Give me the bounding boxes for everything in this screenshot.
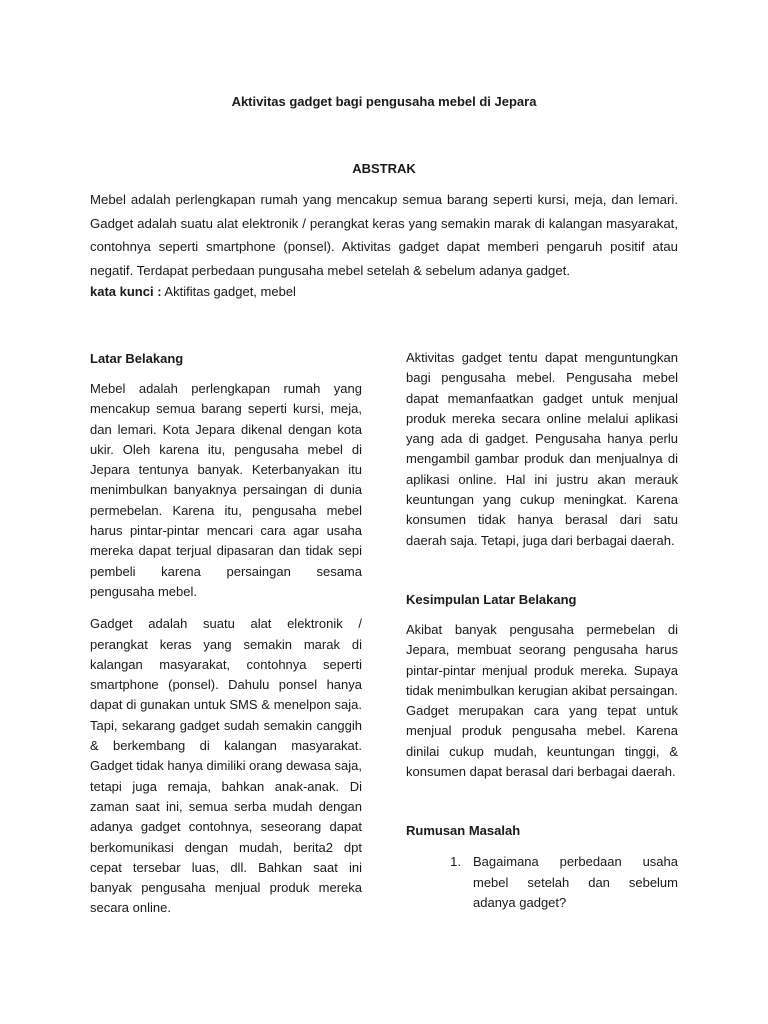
latar-belakang-paragraph-2: Gadget adalah suatu alat elektronik / perangkat keras yang semakin marak di kalangan masyarakat, contohnya seperti smartphone (ponsel). Dahulu ponsel hanya dapat di gunakan untuk SMS & menelpon saja. Tapi, sekarang gadget sudah semakin canggih & berkembang di kalangan masyarakat. Gadget tidak hanya dimiliki orang dewasa saja, tetapi juga remaja, bahkan anak-anak. Di zaman saat ini, semua serba mudah dengan adanya gadget contohnya, seseorang dapat berkomunikasi dengan mudah, berita2 dpt cepat tersebar luas, dll. Bahkan saat ini banyak pengusaha menjual produk mereka secara online.: [90, 616, 362, 916]
list-item: [406, 852, 678, 913]
gadget-benefit-paragraph: Aktivitas gadget tentu dapat menguntungkan bagi pengusaha mebel. Pengusaha mebel dapat memanfaatkan gadget untuk menjual produk mereka secara online melalui aplikasi yang ada di gadget. Pengusaha hanya perlu mengambil gambar produk dan menjualnya di aplikasi online. Hal ini justru akan merauk keuntungan yang cukup meningkat. Karena konsumen tidak hanya berasal dari satu daerah saja. Tetapi, juga dari berbagai daerah.: [406, 350, 678, 548]
section-heading-kesimpulan: Kesimpulan Latar Belakang: [406, 591, 577, 607]
keywords-line: [90, 284, 678, 299]
left-column: [90, 348, 362, 919]
keywords-label: kata kunci :: [90, 284, 162, 299]
rumusan-masalah-list: [406, 852, 678, 913]
section-heading-rumusan-masalah: Rumusan Masalah: [406, 823, 521, 839]
keywords-value: Aktifitas gadget, mebel: [161, 284, 296, 299]
section-heading-latar-belakang: Latar Belakang: [90, 351, 184, 366]
abstract-heading: ABSTRAK: [352, 161, 416, 176]
kesimpulan-paragraph: Akibat banyak pengusaha permebelan di Jepara, membuat seorang pengusaha harus pintar-pintar menjual produk mereka. Supaya tidak menimbulkan kerugian akibat persaingan. Gadget merupakan cara yang tepat untuk menjual produk pengusaha mebel. Karena dinilai cukup mudah, keuntungan tinggi, & konsumen dapat berasal dari berbagai daerah.: [406, 621, 678, 780]
right-column: [406, 348, 678, 913]
list-item-text: Bagaimana perbedaan usaha mebel setelah dan sebelum adanya gadget?: [473, 854, 678, 910]
list-item-number: 1.: [450, 854, 461, 870]
paper-title: Aktivitas gadget bagi pengusaha mebel di Jepara: [231, 94, 537, 109]
latar-belakang-paragraph-1: Mebel adalah perlengkapan rumah yang mencakup semua barang seperti kursi, meja, dan lemari. Kota Jepara dikenal dengan kota ukir. Oleh karena itu, pengusaha mebel di Jepara tentunya banyak. Keterbanyakan itu menimbulkan banyaknya persaingan di dunia permebelan. Karena itu, pengusaha mebel harus pintar-pintar mencari cara agar usaha mereka dapat terjual dipasaran dan tidak sepi pembeli karena persaingan sesama pengusaha mebel.: [90, 381, 362, 599]
abstract-body: Mebel adalah perlengkapan rumah yang mencakup semua barang seperti kursi, meja, dan lemari. Gadget adalah suatu alat elektronik / perangkat keras yang semakin marak di kalangan masyarakat, contohnya seperti smartphone (ponsel). Aktivitas gadget dapat memberi pengaruh positif atau negatif. Terdapat perbedaan pungusaha mebel setelah & sebelum adanya gadget.: [90, 192, 678, 278]
